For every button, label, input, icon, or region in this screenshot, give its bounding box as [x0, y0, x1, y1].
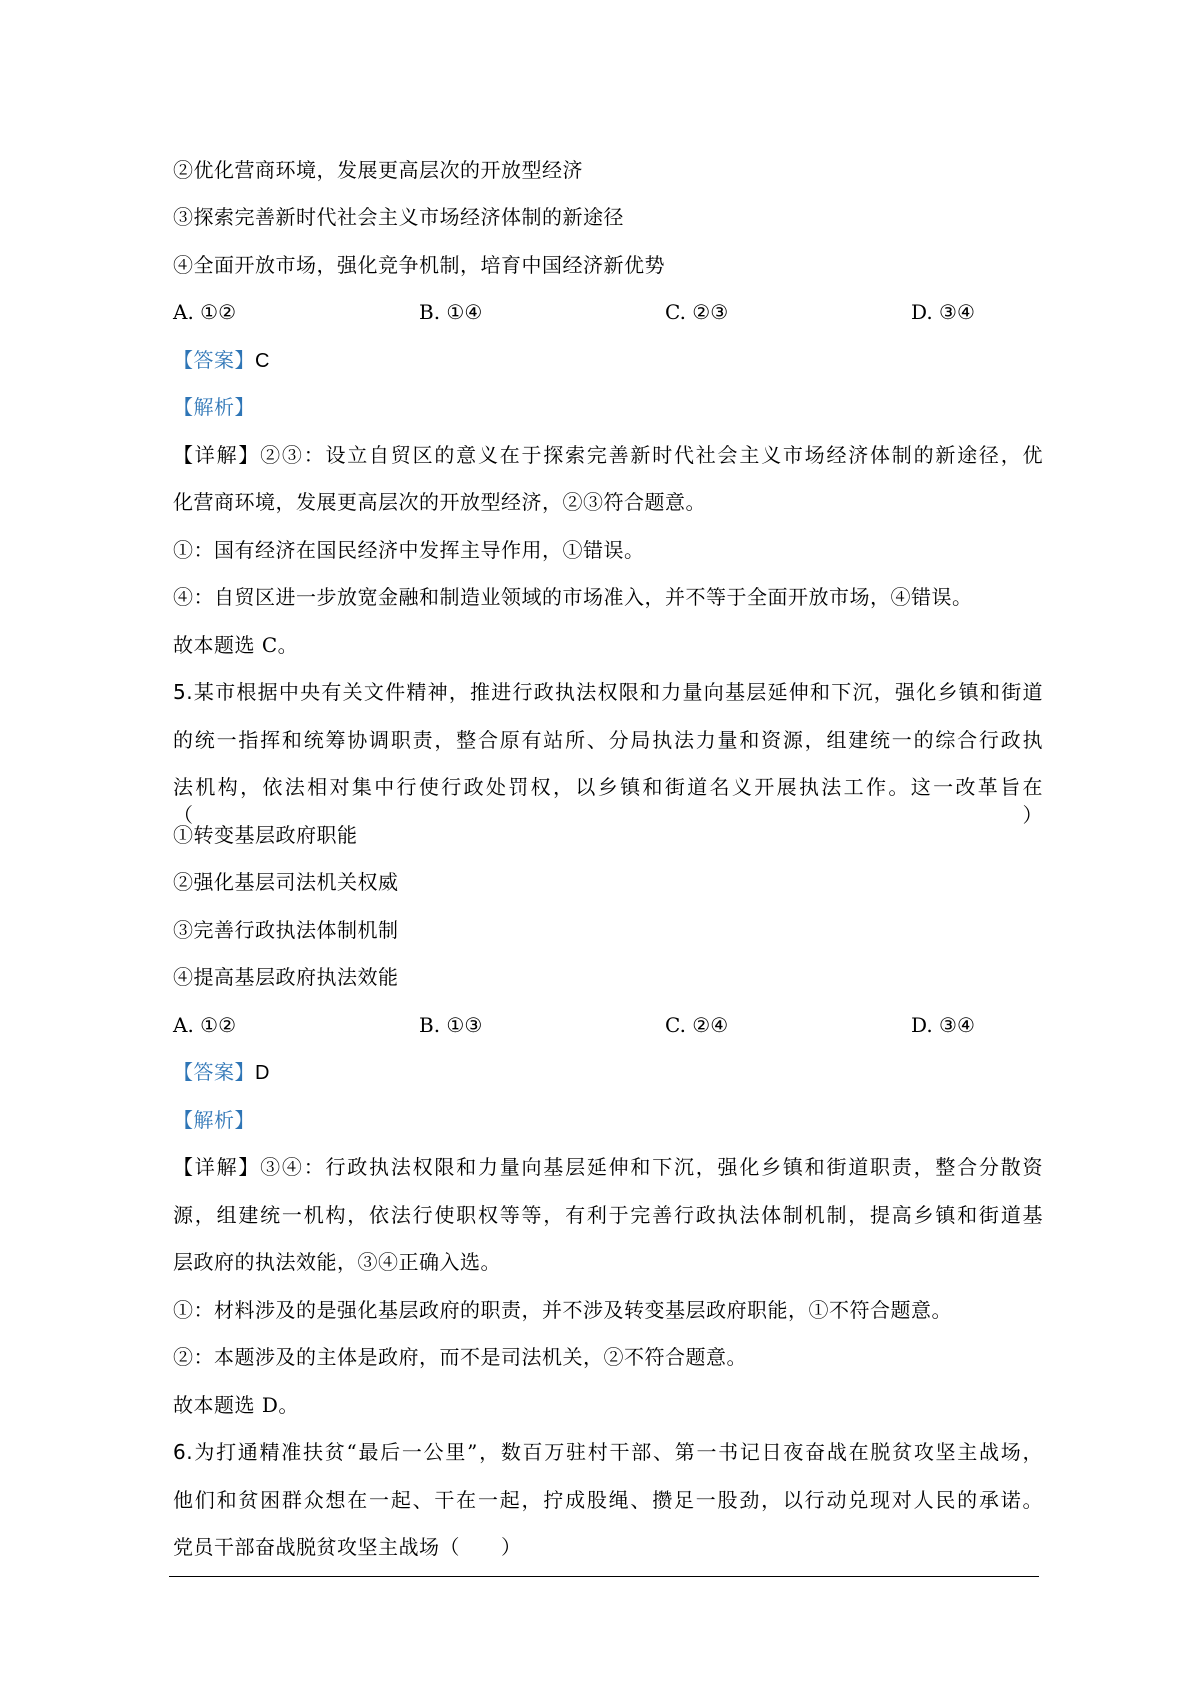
q6-stem-line-3: 党员干部奋战脱贫攻坚主战场（ ）	[173, 1535, 522, 1559]
q4-item-3: ③探索完善新时代社会主义市场经济体制的新途径	[173, 205, 624, 229]
q4-detail-line-1: 【详解】②③：设立自贸区的意义在于探索完善新时代社会主义市场经济体制的新途径，优	[173, 443, 1043, 467]
q4-answer	[173, 346, 1043, 375]
q5-option-d: D. ③④	[911, 1013, 975, 1037]
q4-options	[173, 298, 1043, 326]
q5-stem-line-2: 的统一指挥和统筹协调职责，整合原有站所、分局执法力量和资源，组建统一的综合行政执	[173, 728, 1043, 752]
q4-option-b: B. ①④	[419, 300, 483, 324]
q5-stem-text-1: 某市根据中央有关文件精神，推进行政执法权限和力量向基层延伸和下沉，强化乡镇和街道	[193, 680, 1043, 704]
q5-answer-value: D	[255, 1062, 270, 1084]
q4-option-c: C. ②③	[665, 300, 729, 324]
q6-stem-text-1: 为打通精准扶贫“最后一公里”，数百万驻村干部、第一书记日夜奋战在脱贫攻坚主战场，	[193, 1440, 1043, 1464]
q5-options	[173, 1011, 1043, 1039]
q4-item-2: ②优化营商环境，发展更高层次的开放型经济	[173, 158, 583, 182]
q4-detail-line-4: ④：自贸区进一步放宽金融和制造业领域的市场准入，并不等于全面开放市场，④错误。	[173, 585, 973, 609]
q4-answer-value: C	[255, 350, 270, 372]
q4-detail-line-2: 化营商环境，发展更高层次的开放型经济，②③符合题意。	[173, 490, 706, 514]
q5-answer-tag: 【答案】	[173, 1060, 255, 1084]
q5-detail-line-5: ②：本题涉及的主体是政府，而不是司法机关，②不符合题意。	[173, 1345, 747, 1369]
q6-stem-line-2: 他们和贫困群众想在一起、干在一起，拧成股绳、攒足一股劲，以行动兑现对人民的承诺。	[173, 1488, 1043, 1512]
q4-conclusion: 故本题选 C。	[173, 633, 299, 657]
q5-item-4: ④提高基层政府执法效能	[173, 965, 399, 989]
q4-detail-line-3: ①：国有经济在国民经济中发挥主导作用，①错误。	[173, 538, 645, 562]
q5-analysis-tag: 【解析】	[173, 1108, 255, 1132]
q5-detail-line-2: 源，组建统一机构，依法行使职权等等，有利于完善行政执法体制机制，提高乡镇和街道基	[173, 1203, 1043, 1227]
q4-answer-tag: 【答案】	[173, 348, 255, 372]
q4-item-4: ④全面开放市场，强化竞争机制，培育中国经济新优势	[173, 253, 665, 277]
q5-conclusion: 故本题选 D。	[173, 1393, 299, 1417]
q5-stem-line-1	[173, 678, 1043, 706]
q5-detail-line-3: 层政府的执法效能，③④正确入选。	[173, 1250, 501, 1274]
q4-analysis-tag: 【解析】	[173, 395, 255, 419]
q5-item-3: ③完善行政执法体制机制	[173, 918, 399, 942]
footer-divider	[169, 1576, 1039, 1577]
q5-answer	[173, 1058, 1043, 1087]
q4-option-d: D. ③④	[911, 300, 975, 324]
q5-option-c: C. ②④	[665, 1013, 729, 1037]
q5-item-1: ①转变基层政府职能	[173, 823, 358, 847]
q6-stem-line-1	[173, 1438, 1043, 1466]
q5-number: 5.	[173, 680, 194, 704]
q5-detail-line-4: ①：材料涉及的是强化基层政府的职责，并不涉及转变基层政府职能，①不符合题意。	[173, 1298, 952, 1322]
q5-option-b: B. ①③	[419, 1013, 483, 1037]
q5-item-2: ②强化基层司法机关权威	[173, 870, 399, 894]
q5-option-a: A. ①②	[173, 1013, 237, 1037]
q5-detail-line-1: 【详解】③④：行政执法权限和力量向基层延伸和下沉，强化乡镇和街道职责，整合分散资	[173, 1155, 1043, 1179]
q6-number: 6.	[173, 1440, 194, 1464]
q4-option-a: A. ①②	[173, 300, 237, 324]
q5-stem-line-3: 法机构，依法相对集中行使行政处罚权，以乡镇和街道名义开展执法工作。这一改革旨在（ ）	[173, 775, 1043, 827]
